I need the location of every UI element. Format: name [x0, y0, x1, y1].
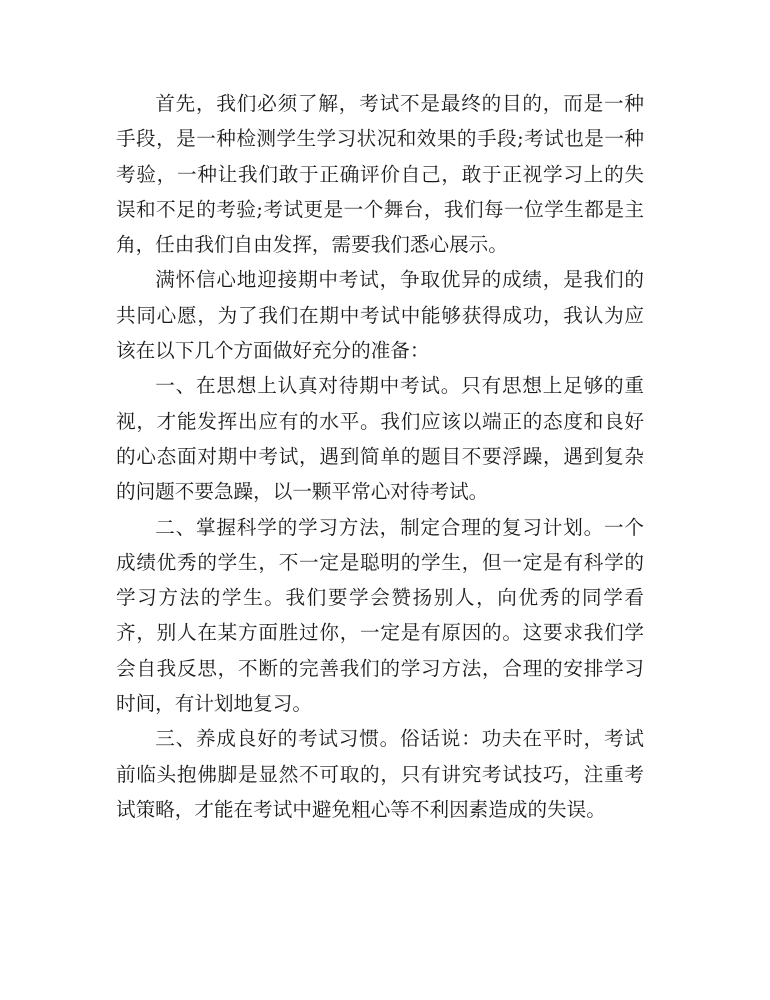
paragraph-point-one: 一、在思想上认真对待期中考试。只有思想上足够的重视，才能发挥出应有的水平。我们应该以端正的态度和良好的心态面对期中考试，遇到简单的题目不要浮躁，遇到复杂的问题不要急躁，以一颗平常心对待考试。: [116, 374, 644, 504]
document-body: [116, 86, 644, 827]
paragraph-intro: 首先，我们必须了解，考试不是最终的目的，而是一种手段，是一种检测学生学习状况和效果的手段;考试也是一种考验，一种让我们敢于正确评价自己，敢于正视学习上的失误和不足的考验;考试更是一个舞台，我们每一位学生都是主角，任由我们自由发挥，需要我们悉心展示。: [116, 92, 644, 257]
paragraph-point-three: 三、养成良好的考试习惯。俗话说：功夫在平时，考试前临头抱佛脚是显然不可取的，只有讲究考试技巧，注重考试策略，才能在考试中避免粗心等不利因素造成的失误。: [116, 727, 644, 821]
paragraph-preparation: 满怀信心地迎接期中考试，争取优异的成绩，是我们的共同心愿，为了我们在期中考试中能够获得成功，我认为应该在以下几个方面做好充分的准备：: [116, 268, 644, 363]
paragraph-point-two: 二、掌握科学的学习方法，制定合理的复习计划。一个成绩优秀的学生，不一定是聪明的学生，但一定是有科学的学习方法的学生。我们要学会赞扬别人，向优秀的同学看齐，别人在某方面胜过你，一定是有原因的。这要求我们学会自我反思，不断的完善我们的学习方法，合理的安排学习时间，有计划地复习。: [116, 515, 644, 716]
